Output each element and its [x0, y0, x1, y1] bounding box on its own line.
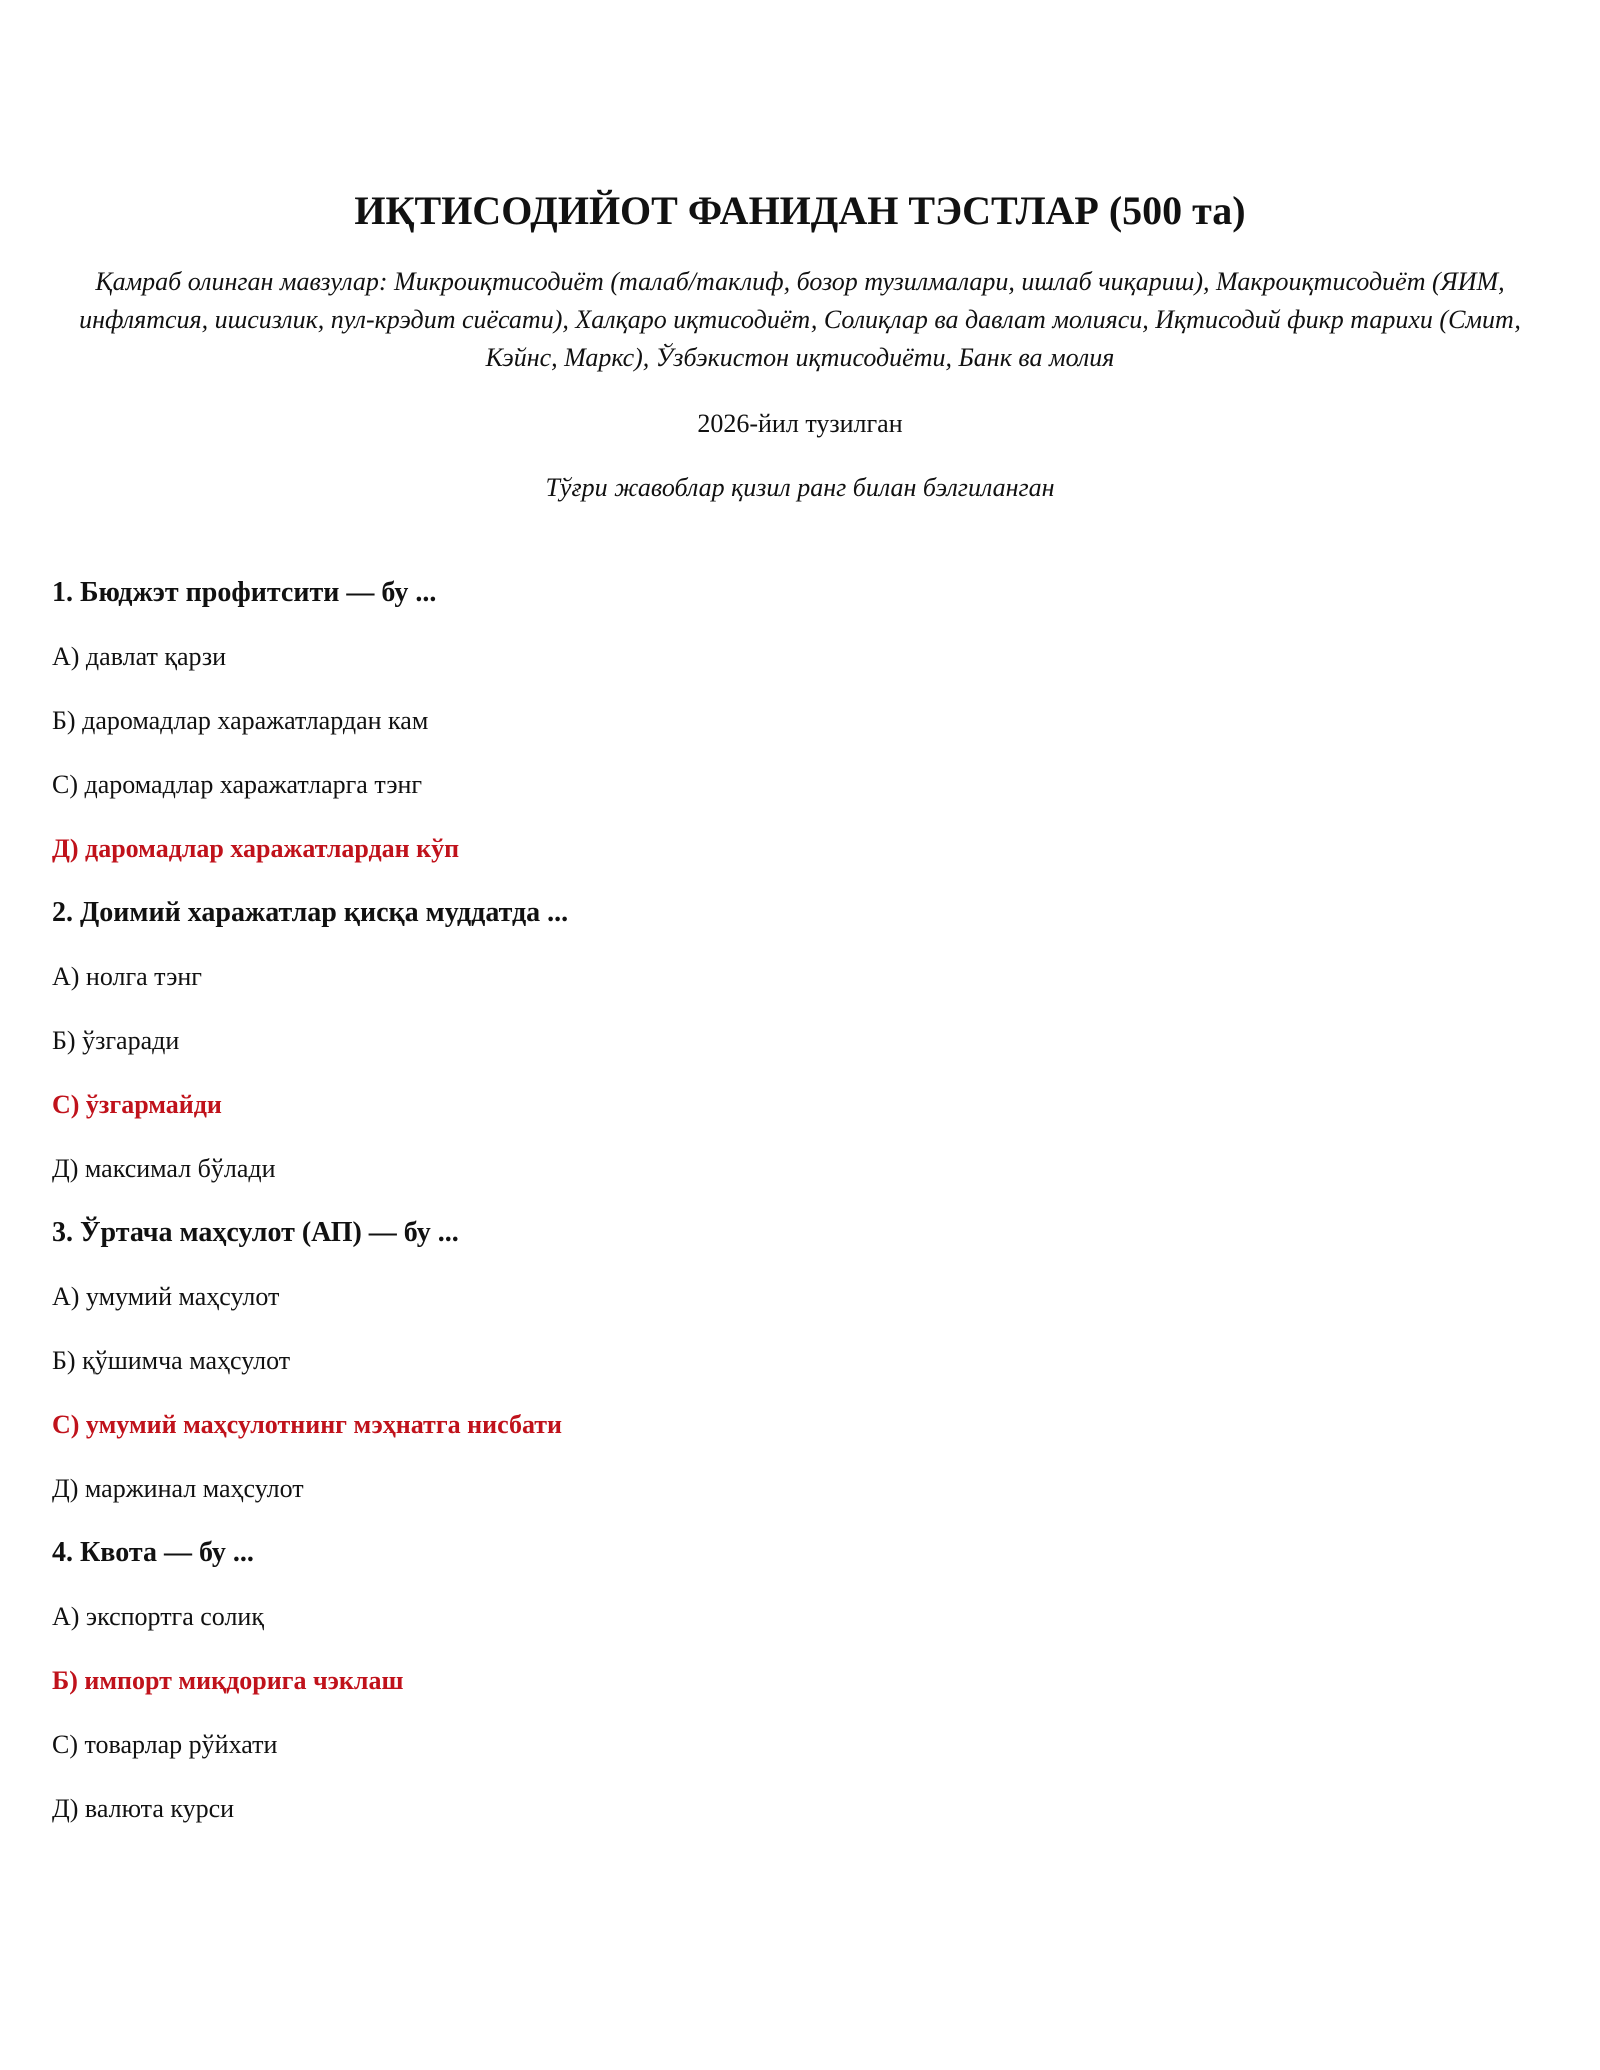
correct-answer-option: Д) даромадлар харажатлардан кўп	[52, 834, 460, 863]
answer-option: А) давлат қарзи	[52, 642, 227, 671]
question-text: 4. Квота — бу ...	[52, 1537, 254, 1568]
question-list	[52, 573, 1548, 1829]
answer-option: А) умумий маҳсулот	[52, 1282, 280, 1311]
answer-option: А) экспортга солиқ	[52, 1602, 264, 1631]
answer-option: Д) маржинал маҳсулот	[52, 1474, 304, 1503]
question-text: 3. Ўртача маҳсулот (АП) — бу ...	[52, 1217, 459, 1248]
answer-option: Д) максимал бўлади	[52, 1154, 276, 1183]
answer-option: Б) даромадлар харажатлардан кам	[52, 706, 429, 735]
year-line: 2026-йил тузилган	[697, 409, 903, 438]
question-3	[52, 1213, 1548, 1509]
answer-option: Б) қўшимча маҳсулот	[52, 1346, 291, 1375]
answer-option: С) даромадлар харажатларга тэнг	[52, 770, 423, 799]
question-2	[52, 893, 1548, 1189]
document-title: ИҚТИСОДИЙОТ ФАНИДАН ТЭСТЛАР (500 та)	[354, 188, 1246, 233]
correct-answer-option: Б) импорт миқдорига чэклаш	[52, 1666, 404, 1695]
answer-option: А) нолга тэнг	[52, 962, 202, 991]
topics-subtitle: Қамраб олинган мавзулар: Микроиқтисодиёт (талаб/таклиф, бозор тузилмалари, ишлаб чиқариш), Макроиқтисодиёт (ЯИМ, инфлятсия, ишсизлик, пул-крэдит сиёсати), Халқаро иқтисодиёт, Солиқлар ва давлат молияси, Иқтисодий фикр тарихи (Смит, Кэйнс, Маркс), Ўзбэкистон иқтисодиёти, Банк ва молия	[79, 267, 1521, 372]
answer-option: Б) ўзгаради	[52, 1026, 180, 1055]
answer-option: С) товарлар рўйхати	[52, 1730, 278, 1759]
question-text: 2. Доимий харажатлар қисқа муддатда ...	[52, 897, 569, 928]
correct-answer-option: С) ўзгармайди	[52, 1090, 222, 1119]
answer-option: Д) валюта курси	[52, 1794, 235, 1823]
question-1	[52, 573, 1548, 869]
answer-key-note: Тўғри жавоблар қизил ранг билан бэлгиланган	[545, 473, 1055, 502]
correct-answer-option: С) умумий маҳсулотнинг мэҳнатга нисбати	[52, 1410, 563, 1439]
question-4	[52, 1533, 1548, 1829]
question-text: 1. Бюджэт профитсити — бу ...	[52, 577, 437, 608]
